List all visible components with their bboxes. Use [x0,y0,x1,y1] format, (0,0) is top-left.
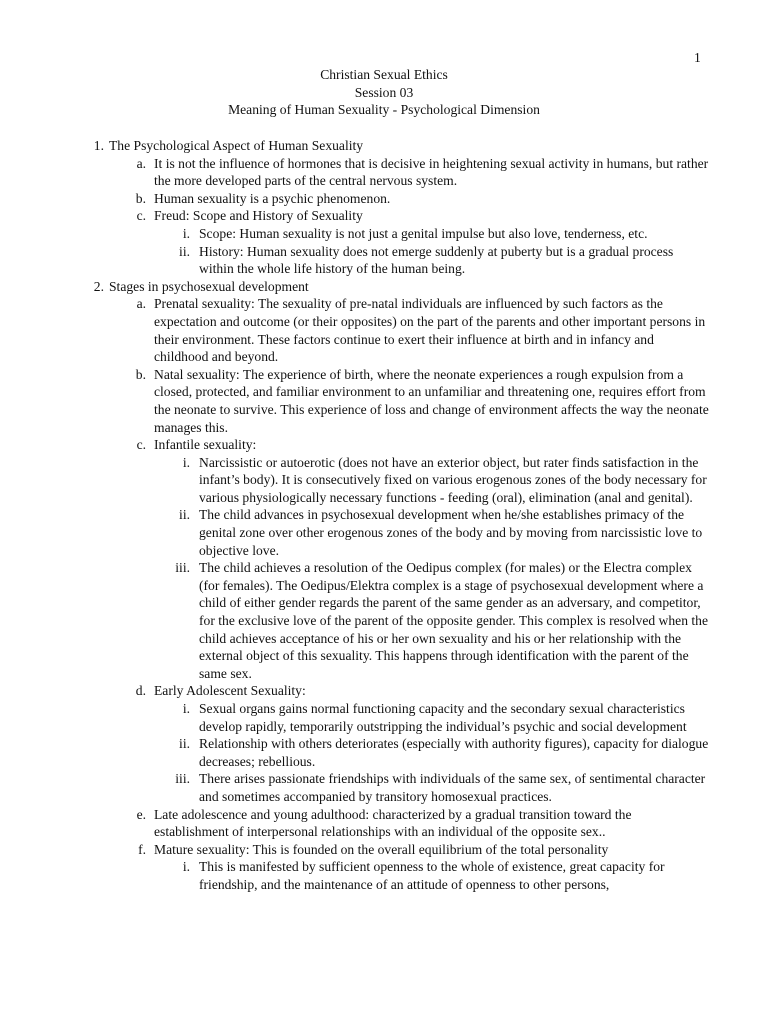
outline-marker: iii. [175,771,190,787]
outline-text: The child achieves a resolution of the Oedipus complex (for males) or the Electra complex (for females). The Oedipus/Elektra complex is a stage of psychosexual development where a child of either gender regards the parent of the same gender as an adversary, and competitor, for the exclusive love of the parent of the opposite gender. This complex is resolved when the child achieves acceptance of his or her own sexuality and his or her relationship with the external object of this sexuality. This happens through identification with the parent of the same sex. [199,560,708,681]
document-subtitle: Meaning of Human Sexuality - Psychological Dimension [228,102,540,118]
outline-item-level-1 [0,137,768,155]
outline-item-level-3 [0,225,768,243]
outline-item-level-3 [0,700,768,735]
document-header [0,66,768,119]
outline-text: There arises passionate friendships with individuals of the same sex, of sentimental character and sometimes accompanied by transitory homosexual practices. [199,771,706,804]
outline-text: Mature sexuality: This is founded on the overall equilibrium of the total personality [154,841,609,857]
outline-marker: e. [136,806,146,822]
outline-marker: b. [135,366,146,382]
outline-text: History: Human sexuality does not emerge suddenly at puberty but is a gradual process within the whole life history of the human being. [199,243,674,277]
outline-item-level-3 [0,506,768,559]
outline-item-level-3 [0,858,768,893]
outline-marker: ii. [179,736,190,752]
outline-item-level-2 [0,190,768,208]
outline-marker: a. [136,296,146,312]
outline-marker: i. [182,701,190,716]
outline-item-level-2 [0,806,768,841]
outline-item-level-1 [0,278,768,296]
outline-text: Sexual organs gains normal functioning capacity and the secondary sexual characteristics develop rapidly, temporarily outstripping the individual’s psychic and social development [199,701,687,734]
outline-marker: i. [182,225,190,241]
outline-text: It is not the influence of hormones that is decisive in heightening sexual activity in humans, but rather the more developed parts of the central nervous system. [154,155,709,189]
outline-text: Prenatal sexuality: The sexuality of pre-natal individuals are influenced by such factors as the expectation and outcome (or their opposites) on the part of the parents and other important persons in their environment. These factors continue to exert their influence at birth and in infancy and childhood and beyond. [154,296,706,365]
outline-item-level-2 [0,682,768,700]
outline-marker: f. [138,841,146,857]
outline-item-level-2 [0,207,768,225]
outline-marker: iii. [175,560,190,576]
outline-item-level-2 [0,436,768,454]
outline-text: Late adolescence and young adulthood: characterized by a gradual transition toward the establishment of interpersonal relationships with an individual of the opposite sex.. [154,806,632,840]
outline-marker: ii. [179,507,190,523]
outline-item-level-3 [0,559,768,682]
outline-text: Early Adolescent Sexuality: [154,683,306,699]
outline-list [0,137,768,894]
outline-item-level-3 [0,735,768,770]
outline-text: Human sexuality is a psychic phenomenon. [154,190,391,206]
outline-item-level-3 [0,770,768,805]
outline-marker: 1. [93,138,104,153]
outline-marker: c. [136,208,146,224]
outline-text: Infantile sexuality: [154,437,257,453]
outline-item-level-2 [0,295,768,365]
document-title: Christian Sexual Ethics [320,67,448,82]
outline-marker: i. [182,859,190,875]
outline-marker: d. [135,683,146,699]
session-label: Session 03 [354,84,414,100]
outline-marker: 2. [93,278,104,294]
outline-marker: b. [135,190,146,206]
page-number: 1 [694,50,701,65]
outline-text: Stages in psychosexual development [109,278,309,294]
outline-text: Freud: Scope and History of Sexuality [154,208,363,224]
outline-item-level-3 [0,243,768,278]
outline-text: The child advances in psychosexual development when he/she establishes primacy of the genital zone over other erogenous zones of the body and by moving from narcissistic love to objective love. [199,507,703,558]
outline-item-level-2 [0,366,768,436]
outline-item-level-3 [0,454,768,507]
outline-text: This is manifested by sufficient openness to the whole of existence, great capacity for friendship, and the maintenance of an attitude of openness to other persons, [199,859,665,892]
outline-text: Relationship with others deteriorates (especially with authority figures), capacity for dialogue decreases; rebellious. [199,736,709,769]
outline-marker: i. [182,454,190,470]
outline-text: Scope: Human sexuality is not just a genital impulse but also love, tenderness, etc. [199,225,648,241]
outline-item-level-2 [0,155,768,190]
outline-item-level-2 [0,841,768,859]
outline-marker: c. [136,437,146,453]
outline-text: Natal sexuality: The experience of birth, where the neonate experiences a rough expulsion from a closed, protected, and familiar environment to an unfamiliar and threatening one, requires effort from the neonate to survive. This experience of loss and change of environment affects the way the neonate manages this. [154,366,709,435]
outline-marker: ii. [179,243,190,259]
outline-text: The Psychological Aspect of Human Sexuality [109,138,364,153]
outline-marker: a. [136,155,146,171]
outline-text: Narcissistic or autoerotic (does not have an exterior object, but rater finds satisfaction in the infant’s body). It is consecutively fixed on various erogenous zones of the body necessary for various physiologically necessary functions - feeding (oral), elimination (anal and genital). [199,454,707,505]
